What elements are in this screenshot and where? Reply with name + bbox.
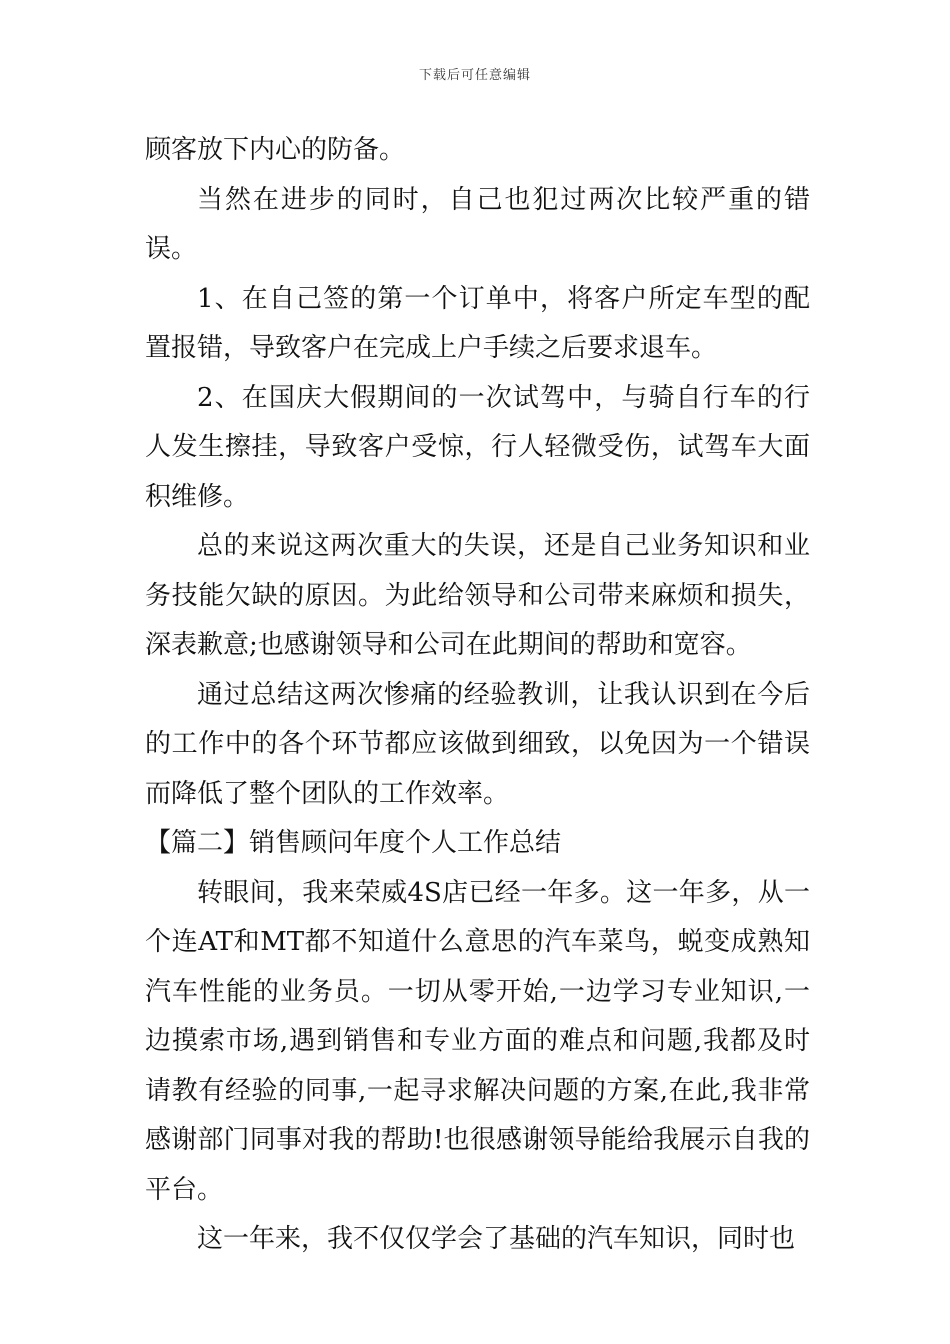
page-header-note: 下载后可任意编辑 [418, 68, 531, 83]
paragraph-continuation: 顾客放下内心的防备。 [145, 135, 406, 165]
paragraph-mistake-1: 1、在自己签的第一个订单中，将客户所定车型的配置报错，导致客户在完成上户手续之后要求退车。 [145, 283, 810, 363]
paragraph-year-learning: 这一年来，我不仅仅学会了基础的汽车知识，同时也 [197, 1224, 796, 1254]
section-heading: 【篇二】销售顾问年度个人工作总结 [145, 828, 562, 858]
paragraph-year-review: 转眼间，我来荣威4S店已经一年多。这一年多，从一个连AT和MT都不知道什么意思的汽车菜鸟，蜕变成熟知汽车性能的业务员。一切从零开始,一边学习专业知识,一边摸索市场,遇到销售和专业方面的难点和问题,我都及时请教有经验的同事,一起寻求解决问题的方案,在此,我非常感谢部门同事对我的帮助!也很感谢领导能给我展示自我的平台。 [145, 877, 810, 1205]
paragraph-summary: 总的来说这两次重大的失误，还是自己业务知识和业务技能欠缺的原因。为此给领导和公司带来麻烦和损失，深表歉意;也感谢领导和公司在此期间的帮助和宽容。 [145, 531, 810, 660]
paragraph-mistakes-intro: 当然在进步的同时，自己也犯过两次比较严重的错误。 [145, 184, 810, 264]
document-body [145, 126, 810, 1265]
paragraph-lessons: 通过总结这两次惨痛的经验教训，让我认识到在今后的工作中的各个环节都应该做到细致，以免因为一个错误而降低了整个团队的工作效率。 [145, 679, 810, 809]
paragraph-mistake-2: 2、在国庆大假期间的一次试驾中，与骑自行车的行人发生擦挂，导致客户受惊，行人轻微受伤，试驾车大面积维修。 [145, 382, 810, 512]
